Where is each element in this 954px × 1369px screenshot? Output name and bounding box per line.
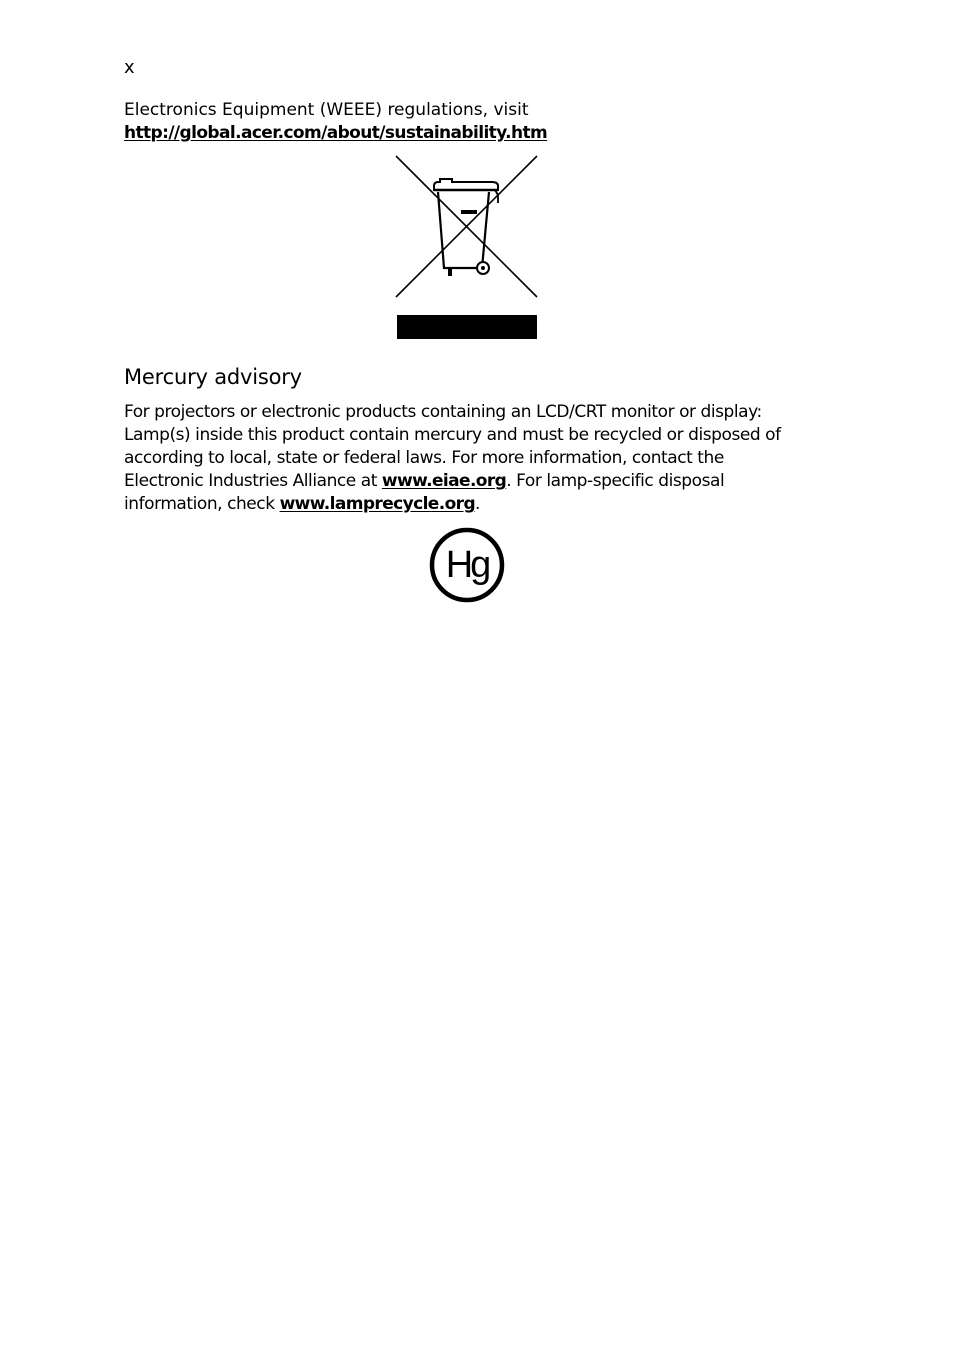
mercury-text: information, check [124, 494, 280, 514]
weee-text: Electronics Equipment (WEEE) regulations, visit [124, 100, 529, 120]
section-heading: Mercury advisory [124, 365, 302, 389]
mercury-line [124, 493, 834, 516]
mercury-text: Electronic Industries Alliance at [124, 471, 382, 491]
eiae-link[interactable]: www.eiae.org [381, 471, 507, 491]
mercury-line: according to local, state or federal laws. For more information, contact the [124, 448, 724, 468]
mercury-line: Lamp(s) inside this product contain mercury and must be recycled or disposed of [124, 425, 781, 445]
mercury-text: . [475, 494, 480, 514]
lamprecycle-link[interactable]: www.lamprecycle.org [279, 494, 476, 514]
mercury-line: For projectors or electronic products containing an LCD/CRT monitor or display: [124, 402, 762, 422]
sustainability-link[interactable]: http://global.acer.com/about/sustainability.htm [124, 123, 548, 143]
mercury-paragraph [124, 401, 834, 516]
weee-paragraph [124, 99, 824, 145]
mercury-text: . For lamp-specific disposal [506, 471, 725, 491]
hg-symbol-label: Hg [445, 544, 489, 586]
page-number: x [124, 57, 135, 78]
mercury-line [124, 470, 834, 493]
crossed-out-wheelie-bin-icon [394, 153, 540, 341]
mercury-hg-icon [427, 527, 507, 603]
